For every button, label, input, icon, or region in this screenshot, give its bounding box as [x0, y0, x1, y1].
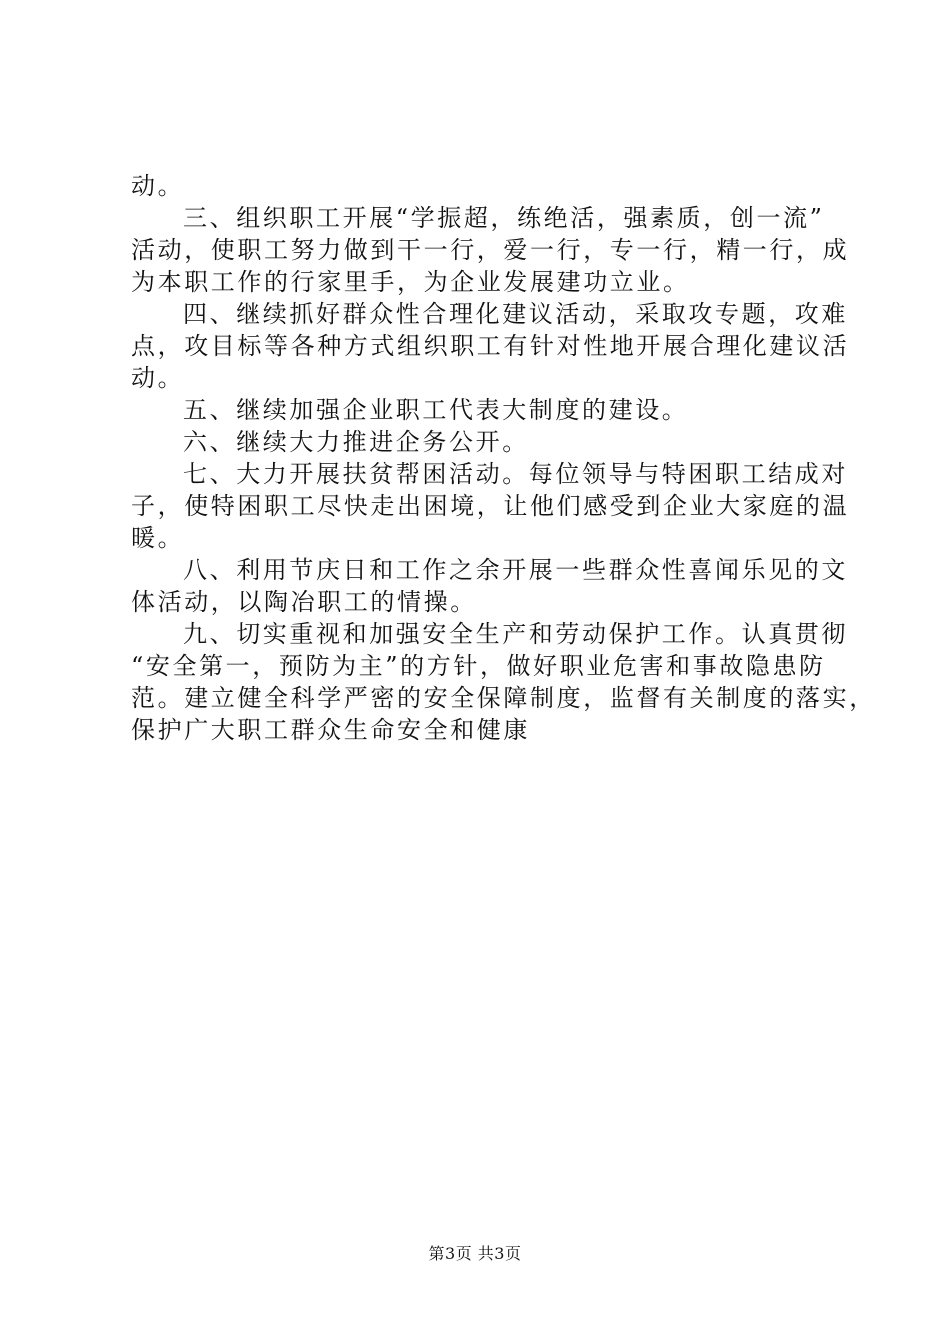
text-line: 动。: [131, 364, 185, 392]
text-line: 暖。: [131, 524, 185, 552]
text-line: 七、大力开展扶贫帮困活动。每位领导与特困职工结成对: [183, 460, 848, 488]
text-line: 范。建立健全科学严密的安全保障制度，监督有关制度的落实，: [131, 684, 876, 712]
text-line: 九、切实重视和加强安全生产和劳动保护工作。认真贯彻: [183, 620, 848, 648]
text-line: 八、利用节庆日和工作之余开展一些群众性喜闻乐见的文: [183, 556, 848, 584]
text-line: 六、继续大力推进企务公开。: [183, 428, 529, 456]
text-line: 活动，使职工努力做到干一行，爱一行，专一行，精一行，成: [131, 236, 850, 264]
page-footer: 第3页 共3页: [428, 1244, 522, 1263]
text-line: 点，攻目标等各种方式组织职工有针对性地开展合理化建议活: [131, 332, 850, 360]
text-line: 保护广大职工群众生命安全和健康: [131, 716, 530, 744]
text-line: 三、组织职工开展“学振超，练绝活，强素质，创一流”: [183, 204, 825, 232]
text-line: 五、继续加强企业职工代表大制度的建设。: [183, 396, 689, 424]
document-body: [131, 170, 876, 746]
text-line: 为本职工作的行家里手，为企业发展建功立业。: [131, 268, 690, 296]
text-line: 动。: [131, 172, 185, 200]
text-line: 体活动，以陶冶职工的情操。: [131, 588, 477, 616]
text-line: 子，使特困职工尽快走出困境，让他们感受到企业大家庭的温: [131, 492, 850, 520]
text-line: 四、继续抓好群众性合理化建议活动，采取攻专题，攻难: [183, 300, 848, 328]
text-line: “安全第一，预防为主”的方针，做好职业危害和事故隐患防: [131, 652, 826, 680]
